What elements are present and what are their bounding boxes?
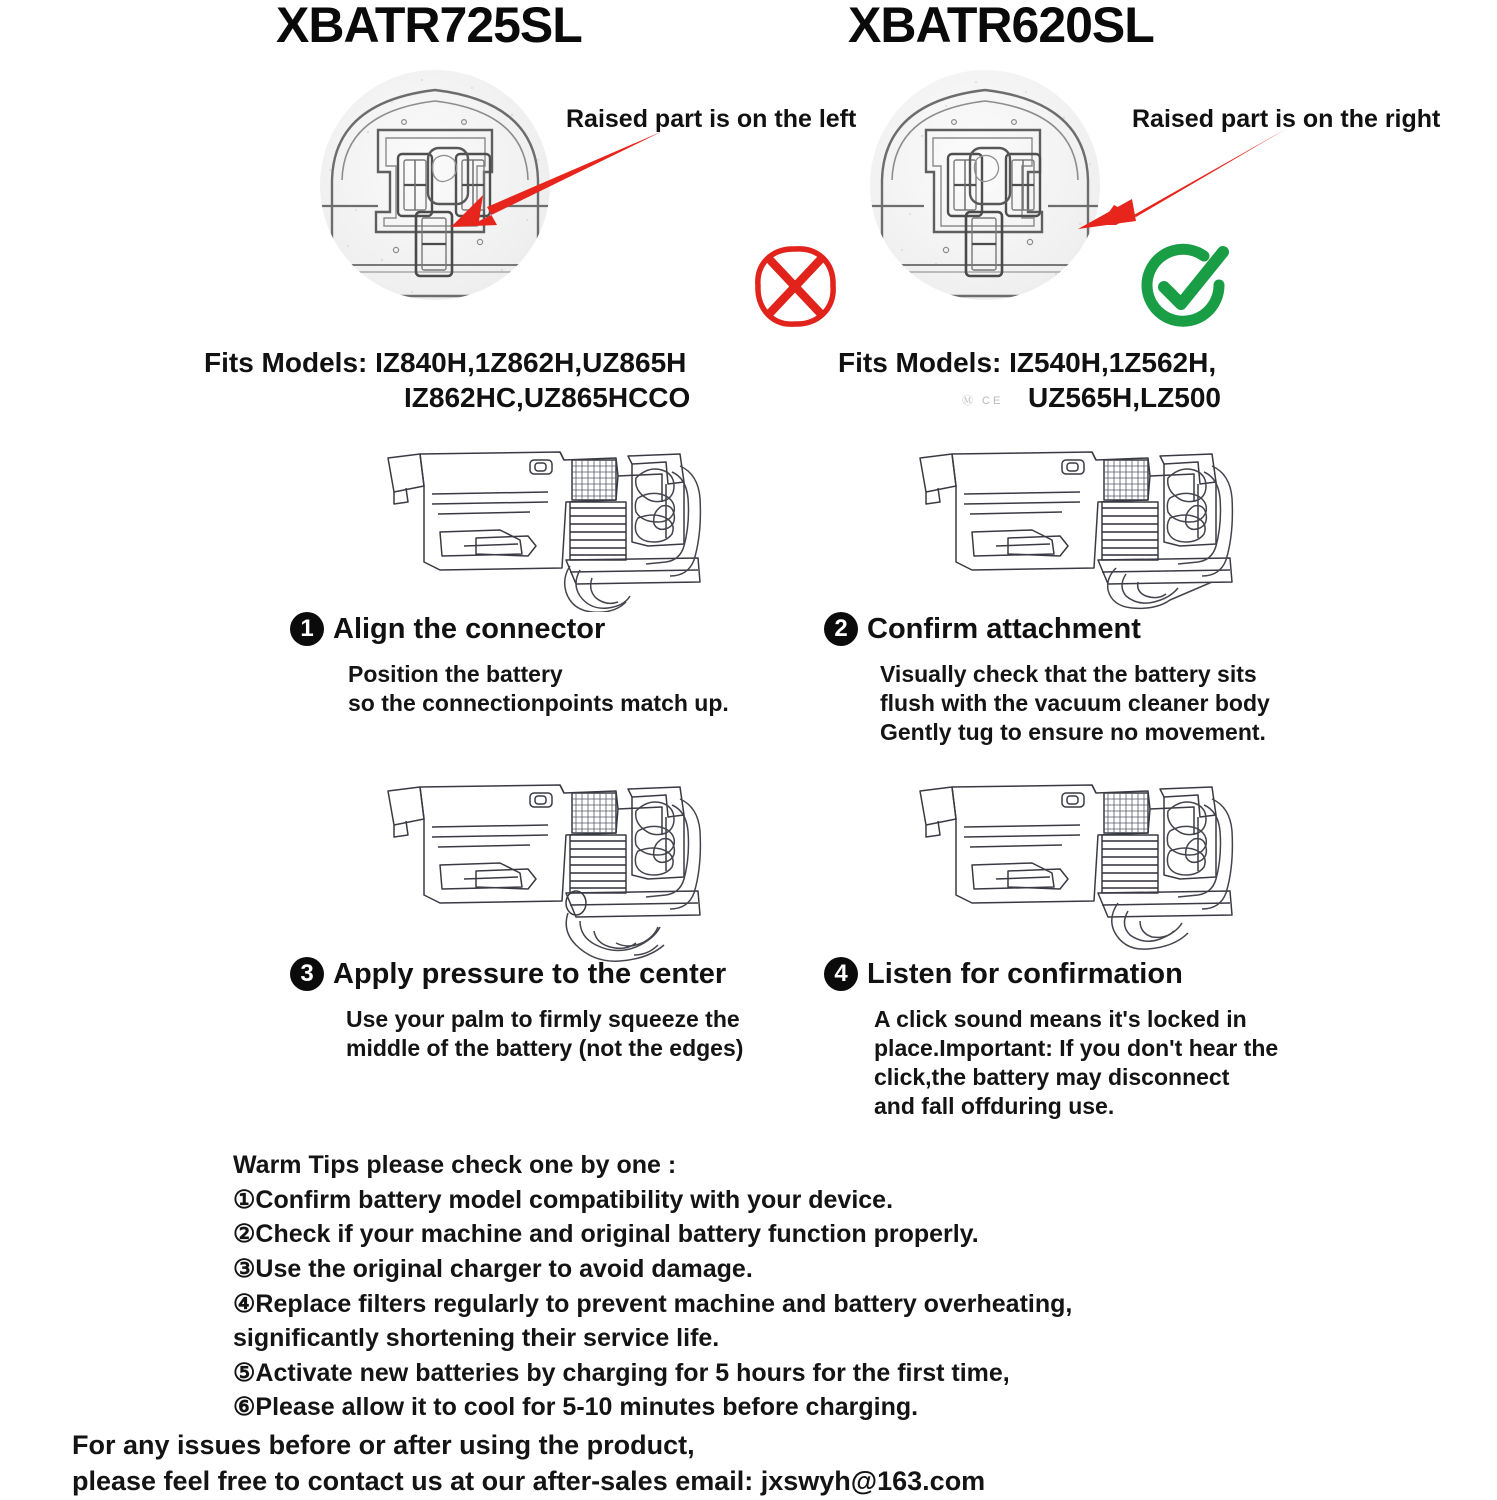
step-number-badge-1: 1 [290,612,324,646]
certification-mark: Ⓜ CE [962,395,1004,407]
step-header-3 [290,957,726,991]
step-header-2 [824,612,1141,646]
warm-tip-6: ⑥Please allow it to cool for 5-10 minutes before charging. [233,1393,919,1422]
step-body-4-line3: click,the battery may disconnect [874,1063,1230,1090]
step-header-4 [824,957,1183,991]
warm-tip-2: ②Check if your machine and original battery function properly. [233,1220,979,1249]
check-mark-icon [1140,243,1232,329]
product-title-left: XBATR725SL [276,0,582,53]
step-body-1-line1: Position the battery [348,661,563,687]
warm-tip-4-cont: significantly shortening their service life. [233,1324,720,1353]
fits-models-left-line2: IZ862HC,UZ865HCCO [404,382,691,413]
step-number-badge-4: 4 [824,957,858,991]
fits-models-left-line1: Fits Models: IZ840H,1Z862H,UZ865H [204,347,687,378]
warm-tip-3: ③Use the original charger to avoid damage. [233,1254,753,1283]
product-title-right: XBATR620SL [848,0,1154,53]
step-title-1: Align the connector [333,612,606,645]
step-body-2-line3: Gently tug to ensure no movement. [880,718,1266,745]
step-body-1 [348,660,808,718]
callout-label-right: Raised part is on the right [1132,105,1441,133]
cross-mark-icon [752,243,838,329]
vacuum-line-drawing-icon-3 [380,775,740,965]
step-body-2-line1: Visually check that the battery sits [880,661,1257,687]
fits-models-right [838,345,1398,415]
step-body-2-line2: flush with the vacuum cleaner body [880,689,1270,716]
step-number-badge-2: 2 [824,612,858,646]
warm-tip-5: ⑤Activate new batteries by charging for 5 hours for the first time, [233,1358,1010,1387]
step-body-3-line2: middle of the battery (not the edges) [346,1034,744,1061]
step-body-2 [880,660,1350,747]
pointer-arrow-icon-right [1040,125,1290,245]
fits-models-right-line1: Fits Models: IZ540H,1Z562H, [838,347,1217,378]
step-body-3-line1: Use your palm to firmly squeeze the [346,1006,740,1032]
step-body-3 [346,1005,816,1063]
step-body-4 [874,1005,1344,1121]
step-number-badge-3: 3 [290,957,324,991]
callout-label-left: Raised part is on the left [566,105,857,133]
step-title-3: Apply pressure to the center [333,957,727,990]
step-header-1 [290,612,605,646]
warm-tips-section [233,1148,1433,1425]
warm-tip-4: ④Replace filters regularly to prevent machine and battery overheating, [233,1289,1073,1318]
warm-tip-1: ①Confirm battery model compatibility with your device. [233,1185,894,1214]
pointer-arrow-icon-left [415,125,665,245]
warm-tips-heading: Warm Tips please check one by one : [233,1151,677,1179]
step-body-4-line4: and fall offduring use. [874,1092,1115,1119]
fits-models-left [204,345,804,415]
step-body-4-line1: A click sound means it's locked in [874,1006,1247,1032]
vacuum-line-drawing-icon-1 [380,442,740,612]
footer-line1: For any issues before or after using the product, [72,1430,695,1460]
vacuum-line-drawing-icon-2 [912,442,1272,612]
vacuum-line-drawing-icon-4 [912,775,1272,965]
fits-models-right-line2: UZ565H,LZ500 [1028,382,1221,413]
footer-line2: please feel free to contact us at our after-sales email: jxswyh@163.com [72,1465,986,1496]
step-body-4-line2: place.Important: If you don't hear the [874,1034,1279,1061]
step-body-1-line2: so the connectionpoints match up. [348,689,729,716]
step-title-2: Confirm attachment [867,612,1141,645]
step-title-4: Listen for confirmation [867,957,1183,990]
contact-footer [72,1428,985,1500]
